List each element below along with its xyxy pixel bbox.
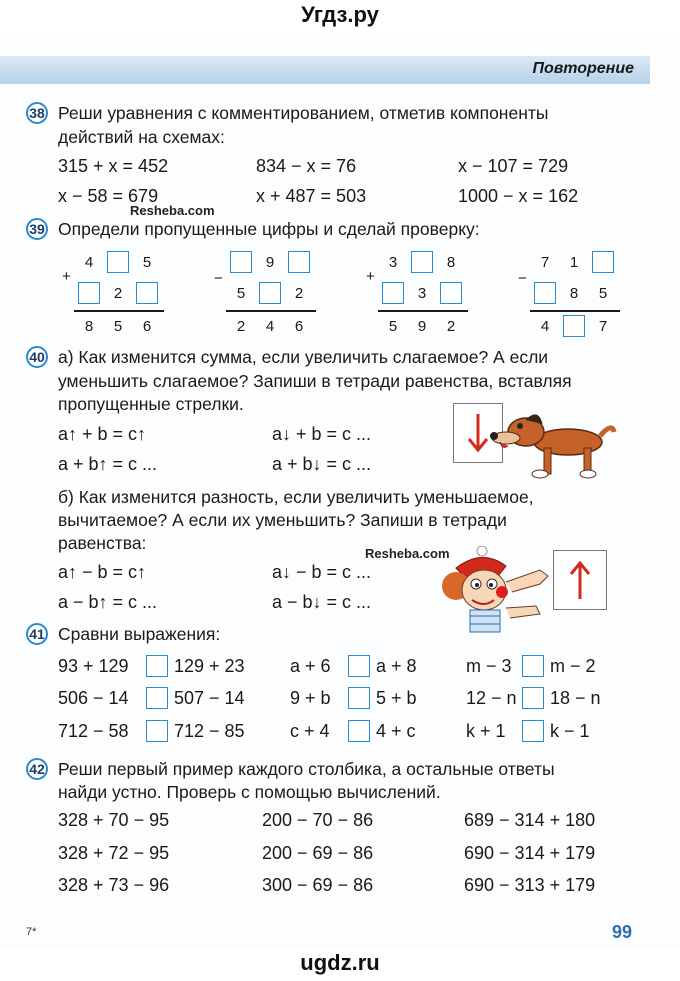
digit-blank[interactable] xyxy=(230,251,252,273)
sum-line xyxy=(378,310,468,312)
digit: 5 xyxy=(236,285,246,302)
task-40b-text-3: равенства: xyxy=(58,533,147,553)
task-42-text-2: найди устно. Проверь с помощью вычислений. xyxy=(58,782,441,802)
equation: a − b↓ = c ... xyxy=(272,592,372,612)
equation: a + b↑ = c ... xyxy=(58,454,158,474)
digit: 2 xyxy=(113,285,123,302)
expression: 690 − 314 + 179 xyxy=(464,843,596,863)
site-title-top: Угдз.ру xyxy=(301,2,379,27)
task-40a-text-2: уменьшить слагаемое? Запиши в тетради равенства, вставляя xyxy=(58,371,572,391)
page-number: 99 xyxy=(611,922,632,942)
expression: 328 + 70 − 95 xyxy=(58,810,170,830)
watermark: Resheba.com xyxy=(365,546,450,561)
sum-line xyxy=(226,310,316,312)
digit-blank[interactable] xyxy=(592,251,614,273)
expression: 300 − 69 − 86 xyxy=(262,875,374,895)
task-41-text: Сравни выражения: xyxy=(58,624,221,644)
digit: 7 xyxy=(540,254,550,271)
compare-sign-box[interactable] xyxy=(146,655,168,677)
compare-left: 712 − 58 xyxy=(58,721,129,741)
compare-left: 506 − 14 xyxy=(58,688,129,708)
digit: 4 xyxy=(540,318,550,335)
compare-left: 12 − n xyxy=(466,688,517,708)
compare-left: 93 + 129 xyxy=(58,656,129,676)
section-title: Повторение xyxy=(532,60,634,77)
compare-left: 9 + b xyxy=(290,688,331,708)
digit: 1 xyxy=(569,254,579,271)
digit-blank[interactable] xyxy=(136,282,158,304)
compare-right: k − 1 xyxy=(550,721,590,741)
digit: 5 xyxy=(113,318,123,335)
compare-right: 18 − n xyxy=(550,688,601,708)
task-38-number: 38 xyxy=(26,102,48,124)
expression: 689 − 314 + 180 xyxy=(464,810,596,830)
compare-left: m − 3 xyxy=(466,656,512,676)
equation: x − 107 = 729 xyxy=(458,156,569,176)
compare-sign-box[interactable] xyxy=(522,720,544,742)
digit-blank[interactable] xyxy=(259,282,281,304)
task-40a-text: а) Как изменится сумма, если увеличить слагаемое? А если xyxy=(58,347,549,367)
digit: 9 xyxy=(265,254,275,271)
digit: 7 xyxy=(598,318,608,335)
compare-sign-box[interactable] xyxy=(348,687,370,709)
compare-right: 129 + 23 xyxy=(174,656,245,676)
equation: x + 487 = 503 xyxy=(256,186,367,206)
digit: 8 xyxy=(569,285,579,302)
task-38-text-2: действий на схемах: xyxy=(58,127,225,147)
compare-sign-box[interactable] xyxy=(146,687,168,709)
watermark: Resheba.com xyxy=(130,203,215,218)
digit-blank[interactable] xyxy=(411,251,433,273)
compare-sign-box[interactable] xyxy=(522,655,544,677)
compare-sign-box[interactable] xyxy=(348,720,370,742)
task-39-text: Определи пропущенные цифры и сделай проверку: xyxy=(58,219,480,239)
task-42-text: Реши первый пример каждого столбика, а остальные ответы xyxy=(58,759,555,779)
dog-illustration xyxy=(480,402,620,482)
digit-blank[interactable] xyxy=(107,251,129,273)
compare-sign-box[interactable] xyxy=(146,720,168,742)
expression: 690 − 313 + 179 xyxy=(464,875,596,895)
task-41-number: 41 xyxy=(26,623,48,645)
digit: 2 xyxy=(294,285,304,302)
digit: 4 xyxy=(84,254,94,271)
equation: a − b↑ = c ... xyxy=(58,592,158,612)
digit: 2 xyxy=(236,318,246,335)
equation: a↑ + b = c↑ xyxy=(58,424,147,444)
compare-right: 712 − 85 xyxy=(174,721,245,741)
compare-right: 507 − 14 xyxy=(174,688,245,708)
task-40b-text-2: вычитаемое? А если их уменьшить? Запиши в тетради xyxy=(58,510,507,530)
compare-left: a + 6 xyxy=(290,656,331,676)
digit: 3 xyxy=(417,285,427,302)
expression: 328 + 73 − 96 xyxy=(58,875,170,895)
digit-blank[interactable] xyxy=(534,282,556,304)
task-40a-text-3: пропущенные стрелки. xyxy=(58,394,244,414)
operation-sign: + xyxy=(366,268,375,285)
digit: 5 xyxy=(142,254,152,271)
equation: 315 + x = 452 xyxy=(58,156,169,176)
operation-sign: − xyxy=(518,270,527,287)
equation: a↓ + b = c ... xyxy=(272,424,372,444)
digit: 2 xyxy=(446,318,456,335)
equation: a↑ − b = c↑ xyxy=(58,562,147,582)
sum-line xyxy=(530,310,620,312)
arrow-up-icon xyxy=(554,551,606,609)
task-40-number: 40 xyxy=(26,346,48,368)
site-title-bottom: ugdz.ru xyxy=(300,950,380,975)
digit: 5 xyxy=(388,318,398,335)
compare-right: 5 + b xyxy=(376,688,417,708)
sum-line xyxy=(74,310,164,312)
equation: 834 − x = 76 xyxy=(256,156,357,176)
digit: 8 xyxy=(446,254,456,271)
digit-blank[interactable] xyxy=(563,315,585,337)
expression: 328 + 72 − 95 xyxy=(58,843,170,863)
operation-sign: + xyxy=(62,268,71,285)
task-38-text: Реши уравнения с комментированием, отметив компоненты xyxy=(58,103,549,123)
digit-blank[interactable] xyxy=(382,282,404,304)
compare-right: a + 8 xyxy=(376,656,417,676)
digit: 4 xyxy=(265,318,275,335)
up-arrow-card xyxy=(553,550,607,610)
task-40b-text: б) Как изменится разность, если увеличить уменьшаемое, xyxy=(58,487,534,507)
compare-left: c + 4 xyxy=(290,721,330,741)
compare-sign-box[interactable] xyxy=(522,687,544,709)
equation: x − 58 = 679 xyxy=(58,186,159,206)
task-39-number: 39 xyxy=(26,218,48,240)
compare-right: m − 2 xyxy=(550,656,596,676)
digit: 3 xyxy=(388,254,398,271)
equation: 1000 − x = 162 xyxy=(458,186,579,206)
footnote-mark: 7* xyxy=(26,926,37,938)
equation: a↓ − b = c ... xyxy=(272,562,372,582)
digit: 6 xyxy=(294,318,304,335)
expression: 200 − 70 − 86 xyxy=(262,810,374,830)
equation: a + b↓ = c ... xyxy=(272,454,372,474)
digit: 8 xyxy=(84,318,94,335)
compare-right: 4 + c xyxy=(376,721,416,741)
operation-sign: − xyxy=(214,270,223,287)
task-42-number: 42 xyxy=(26,758,48,780)
digit: 5 xyxy=(598,285,608,302)
clown-illustration xyxy=(436,546,552,634)
digit-blank[interactable] xyxy=(78,282,100,304)
compare-left: k + 1 xyxy=(466,721,506,741)
compare-sign-box[interactable] xyxy=(348,655,370,677)
digit: 9 xyxy=(417,318,427,335)
digit: 6 xyxy=(142,318,152,335)
digit-blank[interactable] xyxy=(440,282,462,304)
expression: 200 − 69 − 86 xyxy=(262,843,374,863)
digit-blank[interactable] xyxy=(288,251,310,273)
